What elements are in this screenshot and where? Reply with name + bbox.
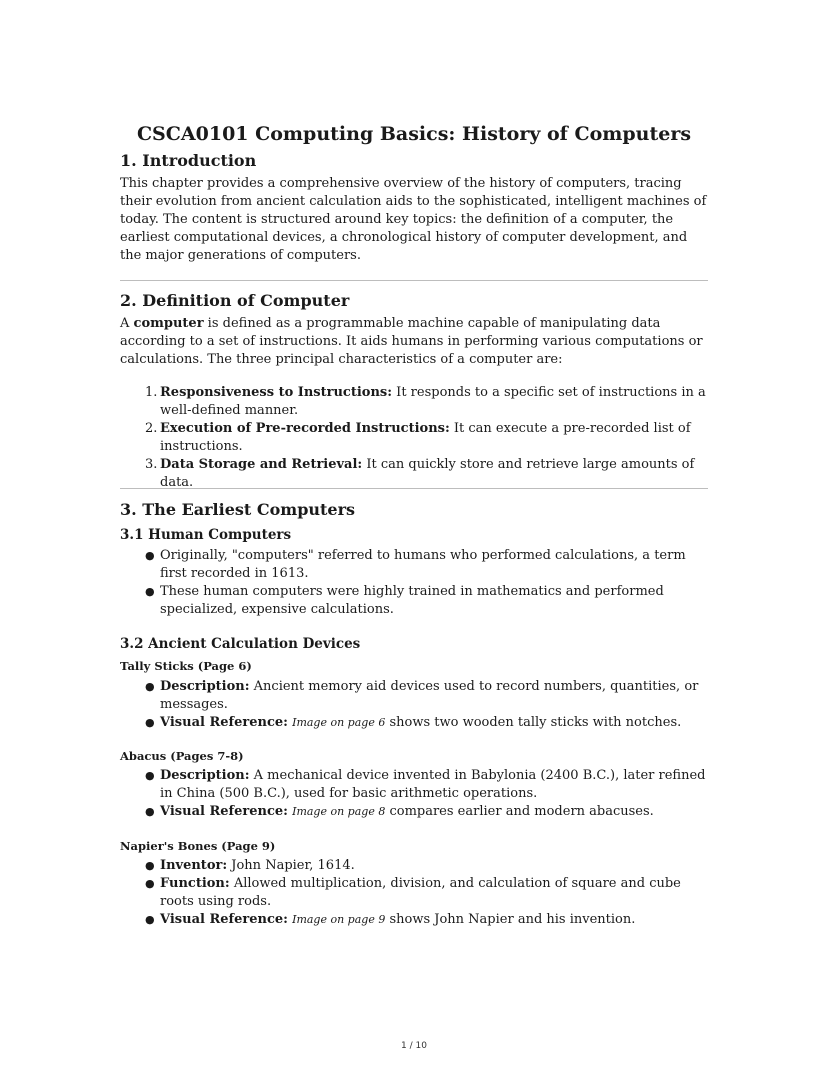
list-item: ● Inventor: John Napier, 1614. <box>145 858 355 873</box>
list-item: 1. Responsiveness to Instructions: It responds to a specific set of instructions in a well-defined manner. <box>145 385 706 418</box>
tally-sticks-list <box>145 678 708 732</box>
document-title: CSCA0101 Computing Basics: History of Computers <box>136 123 692 145</box>
list-item: ● Description: Ancient memory aid devices used to record numbers, quantities, or messages. <box>145 679 699 712</box>
human-computers-list <box>145 547 708 619</box>
list-item: ● Visual Reference: Image on page 6 shows two wooden tally sticks with notches. <box>145 715 682 730</box>
list-item: ● These human computers were highly trained in mathematics and performed specialized, expensive calculations. <box>145 584 664 617</box>
characteristics-list <box>145 384 708 492</box>
napiers-bones-heading: Napier's Bones (Page 9) <box>120 839 276 853</box>
tally-sticks-heading: Tally Sticks (Page 6) <box>120 659 252 673</box>
definition-heading: 2. Definition of Computer <box>120 291 350 310</box>
list-item: ● Visual Reference: Image on page 8 compares earlier and modern abacuses. <box>145 804 654 819</box>
human-computers-heading: 3.1 Human Computers <box>120 527 292 543</box>
ancient-devices-heading: 3.2 Ancient Calculation Devices <box>120 636 361 652</box>
list-item: ● Description: A mechanical device invented in Babylonia (2400 B.C.), later refined in China (500 B.C.), used for basic arithmetic operations. <box>145 768 706 801</box>
abacus-heading: Abacus (Pages 7-8) <box>120 749 244 763</box>
abacus-list <box>145 767 708 821</box>
section-divider <box>120 488 708 489</box>
list-item: 2. Execution of Pre-recorded Instructions: It can execute a pre-recorded list of instructions. <box>145 421 691 454</box>
intro-paragraph: This chapter provides a comprehensive overview of the history of computers, tracing their evolution from ancient calculation aids to the sophisticated, intelligent machines of today. The content is structured around key topics: the definition of a computer, the earliest computational devices, a chronological history of computer development, and the major generations of computers. <box>120 176 707 263</box>
term-computer: computer <box>133 316 204 331</box>
list-item: ● Originally, "computers" referred to humans who performed calculations, a term first recorded in 1613. <box>145 548 686 581</box>
page-number: 1 / 10 <box>401 1041 427 1051</box>
intro-heading: 1. Introduction <box>120 151 257 170</box>
list-item: ● Function: Allowed multiplication, division, and calculation of square and cube roots using rods. <box>145 876 681 909</box>
list-item: ● Visual Reference: Image on page 9 shows John Napier and his invention. <box>145 912 636 927</box>
definition-paragraph: A computer is defined as a programmable machine capable of manipulating data according to a set of instructions. It aids humans in performing various computations or calculations. The three principal characteristics of a computer are: <box>120 316 703 367</box>
list-item: 3. Data Storage and Retrieval: It can quickly store and retrieve large amounts of data. <box>145 457 695 490</box>
section-divider <box>120 280 708 281</box>
earliest-heading: 3. The Earliest Computers <box>120 500 356 519</box>
napiers-bones-list <box>145 857 708 929</box>
